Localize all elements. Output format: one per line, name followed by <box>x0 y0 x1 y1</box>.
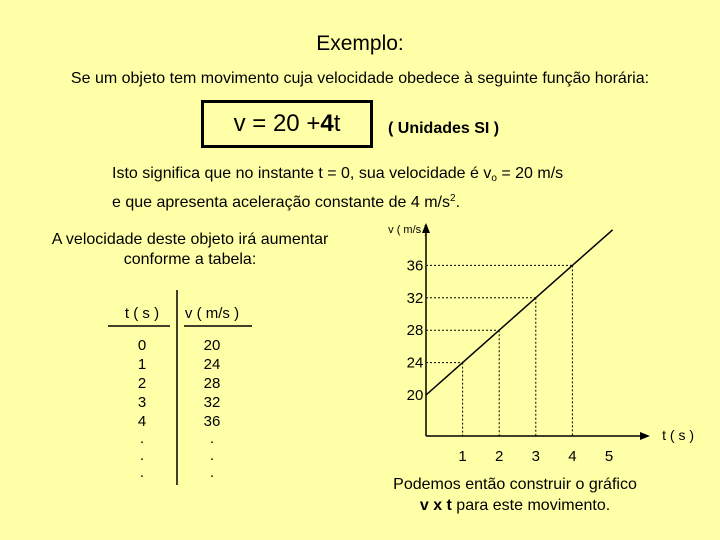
x-axis-arrow <box>640 432 650 440</box>
x-tick-label: 2 <box>495 448 504 465</box>
table-cell: 32 <box>203 394 221 411</box>
table-ellipsis-dot: . <box>139 430 145 447</box>
meaning-line-2-b: . <box>455 194 461 211</box>
table-cell: 24 <box>203 356 221 373</box>
meaning-line-2-sup: 2 <box>450 193 456 204</box>
formula-coef: 4 <box>320 110 334 137</box>
y-tick-label: 24 <box>406 354 424 372</box>
table-cell: 3 <box>137 394 147 411</box>
x-tick-label: 3 <box>531 448 540 465</box>
conclusion-line-2 <box>360 495 670 516</box>
meaning-text <box>112 164 563 213</box>
x-tick-label: 4 <box>568 448 577 465</box>
x-axis-label: t ( s ) <box>662 427 694 443</box>
table-cell: 36 <box>203 413 221 430</box>
meaning-line-1-a: Isto significa que no instante t = 0, sua velocidade é v <box>112 165 492 182</box>
table-header-0: t ( s ) <box>124 305 160 322</box>
intro-text: Se um objeto tem movimento cuja velocidade obedece à seguinte função horária: <box>70 70 650 87</box>
formula-box <box>201 100 373 148</box>
meaning-line-2 <box>112 189 563 213</box>
conclusion-text <box>360 474 670 516</box>
table-ellipsis-dot: . <box>139 464 145 481</box>
increase-text: A velocidade deste objeto irá aumentar conforme a tabela: <box>51 231 329 268</box>
table-header-1: v ( m/s ) <box>184 305 240 322</box>
table-cell: 28 <box>203 375 221 392</box>
table-cell: 4 <box>137 413 147 430</box>
table-cell: 0 <box>137 337 147 354</box>
table-cell: 1 <box>137 356 147 373</box>
velocity-table <box>100 285 270 490</box>
velocity-line <box>426 230 613 395</box>
formula-prefix: v = 20 + <box>233 110 321 137</box>
meaning-line-1-sub: o <box>491 173 497 184</box>
meaning-line-2-a: e que apresenta aceleração constante de 4 m/s <box>112 194 450 211</box>
page-title: Exemplo: <box>316 32 404 55</box>
table-cell: 2 <box>137 375 147 392</box>
x-tick-label: 1 <box>458 448 467 465</box>
y-tick-label: 28 <box>406 322 424 340</box>
velocity-time-graph <box>370 215 710 465</box>
y-axis-label: v ( m/s ) <box>388 224 428 236</box>
table-ellipsis-dot: . <box>209 464 215 481</box>
x-tick-label: 5 <box>604 448 614 465</box>
units-label: ( Unidades SI ) <box>388 120 500 137</box>
conclusion-bold: v x t <box>419 497 452 514</box>
conclusion-line-1: Podemos então construir o gráfico <box>393 476 637 493</box>
y-tick-label: 20 <box>406 387 424 404</box>
meaning-line-1-b: = 20 m/s <box>496 165 564 182</box>
y-tick-label: 36 <box>406 257 424 275</box>
table-cell: 20 <box>203 337 221 354</box>
table-ellipsis-dot: . <box>139 447 145 464</box>
table-ellipsis-dot: . <box>209 447 215 464</box>
y-tick-label: 32 <box>406 289 424 307</box>
conclusion-rest: para este movimento. <box>451 497 611 514</box>
meaning-line-1 <box>112 164 563 189</box>
formula-var: t <box>333 110 341 137</box>
table-ellipsis-dot: . <box>209 430 215 447</box>
